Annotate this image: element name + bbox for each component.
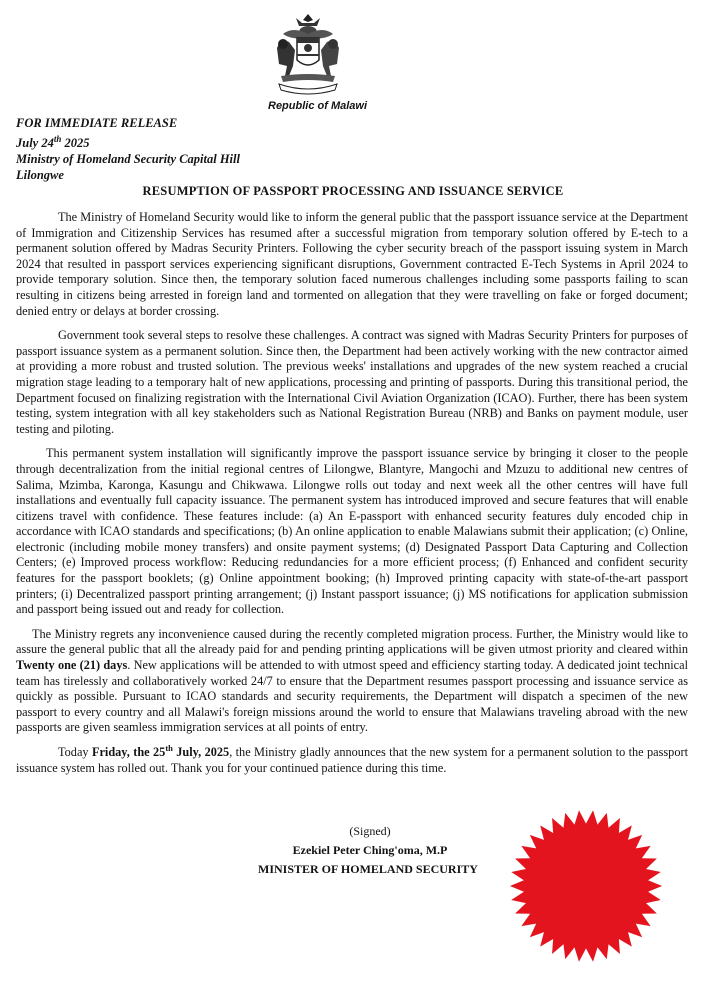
paragraph-4: The Ministry regrets any inconvenience caused during the recently completed migration process. Further, the Ministry would like to assure the general public that all the already paid for and pending printing applications will be given utmost priority and cleared within Twenty one (21) days. New applications will be attended to with utmost speed and efficiency starting today. A dedicated joint technical team has tirelessly and collaboratively worked 24/7 to ensure that the Department resumes passport processing and issuance service as quickly as possible. Pursuant to ICAO standards and security requirements, the Department will dispatch a specimen of the new passport to every country and all Malawi's foreign missions around the world to ensure that Malawians traveling abroad with the new passports are given seamless immigration services at all points of entry. [16,626,688,735]
release-body [16,210,688,785]
signatory-role: MINISTER OF HOMELAND SECURITY [258,862,478,876]
ministry-line: Ministry of Homeland Security Capital Hill [16,152,240,167]
paragraph-5: Today Friday, the 25th July, 2025, the Ministry gladly announces that the new system for a permanent solution to the passport issuance system has rolled out. Thank you for your continued patience during this time. [16,742,688,775]
signed-note: (Signed) [349,824,391,838]
release-line: FOR IMMEDIATE RELEASE [16,116,178,130]
signature-block [260,822,480,879]
signatory-name: Ezekiel Peter Ching'oma, M.P [292,843,448,857]
red-seal-icon [508,808,664,964]
paragraph-3: This permanent system installation will significantly improve the passport issuance service by bringing it closer to the people through decentralization from the initial regional centres of Lilongwe, Blantyre, Mangochi and Mzuzu to additional new centres of Salima, Mzimba, Karonga, Kasungu and Chikwawa. Lilongwe rolls out today and next week all the other centres will have full installations and eventually full capacity issuance. The permanent system has introduced improved and secure features that will enable citizens travel with confidence. These features include: (a) An E-passport with enhanced security features duly encoded chip in accordance with ICAO standards and specifications; (b) An online application to enable Malawians submit their application; (c) Online, electronic (including mobile money transfers) and onsite payment systems; (d) Designated Passport Data Capturing and Collection Centers; (e) Improved process workflow: Reducing redundancies for a more efficient process; (f) Enhanced and confident security features for the passport booklets; (g) Online appointment booking; (h) Improved printing capacity with state-of-the-art passport printers; (i) Decentralized passport printing arrangement; (j) Instant passport issuance; (j) MS notifications for application submission and passport being issued out and ready for collection. [16,446,688,617]
city-line: Lilongwe [16,168,64,183]
release-header [16,115,240,183]
release-date: July 24th 2025 [16,134,90,151]
paragraph-2: Government took several steps to resolve these challenges. A contract was signed with Madras Security Printers for purposes of passport issuance system as a permanent solution. Since then, the Department had been actively working with the new contractor aimed at providing a more robust and trusted solution. The previous weeks' installations and upgrades of the new system reached a crucial migration stage leading to a temporary halt of new applications, processing and printing of passports. During this transitional period, the Department focused on finalizing registration with the International Civil Aviation Organization (ICAO). Further, there has been system testing, system integration with all key stakeholders such as National Registration Bureau (NRB) and Banks on payment module, user testing and piloting. [16,328,688,436]
country-name: Republic of Malawi [268,100,368,112]
paragraph-1: The Ministry of Homeland Security would like to inform the general public that the passport issuance service at the Department of Immigration and Citizenship Services has resumed after a successful migration from temporary solution offered by E-tech to a permanent solution offered by Madras Security Printers. Following the cyber security breach of the passport issuing system in March 2024 that resulted in passport services experiencing significant disruptions, Government contracted E-Tech Systems in April 2024 to provide temporary solution. Since then, the temporary solution faced numerous challenges including some passports failing to scan resulting in citizens being arrested in foreign land and tormented on allegation that they were travelling on fake or forged document; denied entry or delays at border crossing. [16,210,688,318]
page-title: RESUMPTION OF PASSPORT PROCESSING AND ISSUANCE SERVICE [142,184,564,198]
malawi-coat-of-arms-icon [263,8,353,98]
